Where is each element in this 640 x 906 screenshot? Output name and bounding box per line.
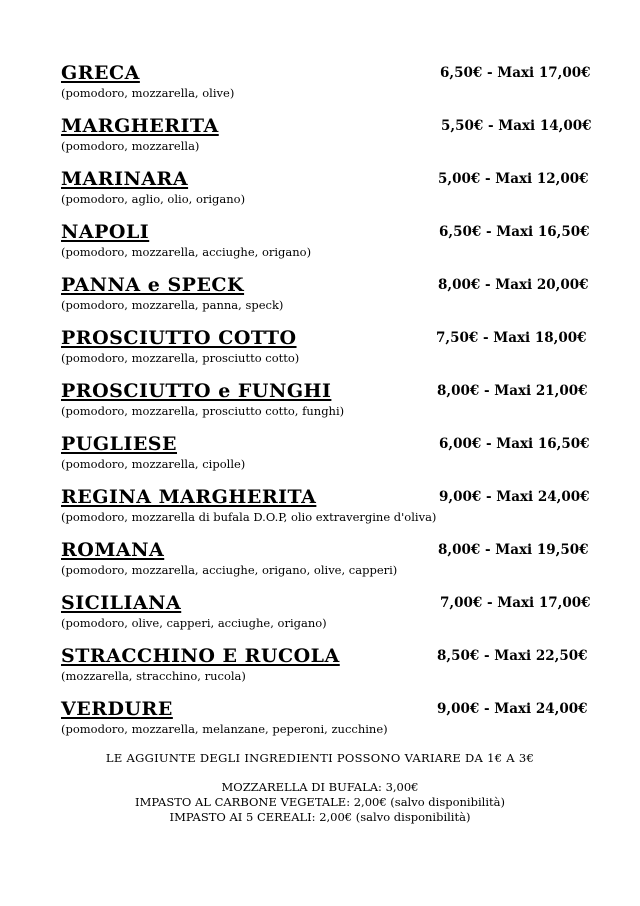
- item-name: MARINARA: [61, 168, 189, 190]
- item-name: PROSCIUTTO COTTO: [61, 327, 297, 349]
- menu-item-stracchino-e-rucola: [61, 645, 588, 698]
- item-name: REGINA MARGHERITA: [61, 486, 317, 508]
- item-price: 8,50€ - Maxi 22,50€: [437, 648, 588, 664]
- item-ingredients: (pomodoro, mozzarella, acciughe, origano, olive, capperi): [61, 563, 398, 577]
- item-ingredients: (pomodoro, mozzarella, prosciutto cotto): [61, 351, 300, 365]
- menu-item-margherita: [61, 115, 592, 168]
- extras-list: [0, 780, 640, 825]
- menu-item-verdure: [61, 698, 588, 751]
- item-price: 6,00€ - Maxi 16,50€: [439, 436, 590, 452]
- item-ingredients: (pomodoro, mozzarella, acciughe, origano): [61, 245, 312, 259]
- item-ingredients: (pomodoro, mozzarella, melanzane, peperoni, zucchine): [61, 722, 388, 736]
- item-name: PROSCIUTTO e FUNGHI: [61, 380, 332, 402]
- item-name: VERDURE: [61, 698, 173, 720]
- item-price: 9,00€ - Maxi 24,00€: [437, 701, 588, 717]
- item-name: GRECA: [61, 62, 140, 84]
- menu-item-marinara: [61, 168, 589, 221]
- menu-item-pugliese: [61, 433, 590, 486]
- item-ingredients: (mozzarella, stracchino, rucola): [61, 669, 246, 683]
- menu-item-regina-margherita: [61, 486, 590, 539]
- item-price: 6,50€ - Maxi 16,50€: [439, 224, 590, 240]
- item-ingredients: (pomodoro, mozzarella, cipolle): [61, 457, 246, 471]
- item-price: 7,00€ - Maxi 17,00€: [440, 595, 591, 611]
- item-ingredients: (pomodoro, aglio, olio, origano): [61, 192, 246, 206]
- menu-item-romana: [61, 539, 589, 592]
- item-name: STRACCHINO E RUCOLA: [61, 645, 340, 667]
- menu-item-greca: [61, 62, 591, 115]
- menu-item-panna-e-speck: [61, 274, 589, 327]
- item-ingredients: (pomodoro, mozzarella, panna, speck): [61, 298, 284, 312]
- item-name: PANNA e SPECK: [61, 274, 245, 296]
- item-ingredients: (pomodoro, mozzarella di bufala D.O.P, olio extravergine d'oliva): [61, 510, 437, 524]
- item-ingredients: (pomodoro, mozzarella, prosciutto cotto, funghi): [61, 404, 345, 418]
- extra-cereali: IMPASTO AI 5 CEREALI: 2,00€ (salvo disponibilità): [169, 810, 471, 824]
- item-price: 5,50€ - Maxi 14,00€: [441, 118, 592, 134]
- item-price: 8,00€ - Maxi 19,50€: [438, 542, 589, 558]
- menu-item-prosciutto-e-funghi: [61, 380, 588, 433]
- item-price: 8,00€ - Maxi 21,00€: [437, 383, 588, 399]
- item-name: NAPOLI: [61, 221, 150, 243]
- menu-item-prosciutto-cotto: [61, 327, 587, 380]
- item-price: 6,50€ - Maxi 17,00€: [440, 65, 591, 81]
- item-name: PUGLIESE: [61, 433, 178, 455]
- item-ingredients: (pomodoro, mozzarella): [61, 139, 200, 153]
- pizza-menu: [61, 62, 592, 751]
- item-ingredients: (pomodoro, mozzarella, olive): [61, 86, 235, 100]
- item-name: ROMANA: [61, 539, 165, 561]
- item-name: MARGHERITA: [61, 115, 219, 137]
- item-name: SICILIANA: [61, 592, 182, 614]
- additions-note: [0, 751, 640, 765]
- item-price: 8,00€ - Maxi 20,00€: [438, 277, 589, 293]
- item-price: 7,50€ - Maxi 18,00€: [436, 330, 587, 346]
- item-price: 5,00€ - Maxi 12,00€: [438, 171, 589, 187]
- menu-item-siciliana: [61, 592, 591, 645]
- item-ingredients: (pomodoro, olive, capperi, acciughe, origano): [61, 616, 327, 630]
- extra-bufala: MOZZARELLA DI BUFALA: 3,00€: [221, 780, 419, 794]
- item-price: 9,00€ - Maxi 24,00€: [439, 489, 590, 505]
- extra-carbone: IMPASTO AL CARBONE VEGETALE: 2,00€ (salvo disponibilità): [135, 795, 505, 809]
- additions-note-text: LE AGGIUNTE DEGLI INGREDIENTI POSSONO VARIARE DA 1€ A 3€: [105, 751, 535, 765]
- menu-item-napoli: [61, 221, 590, 274]
